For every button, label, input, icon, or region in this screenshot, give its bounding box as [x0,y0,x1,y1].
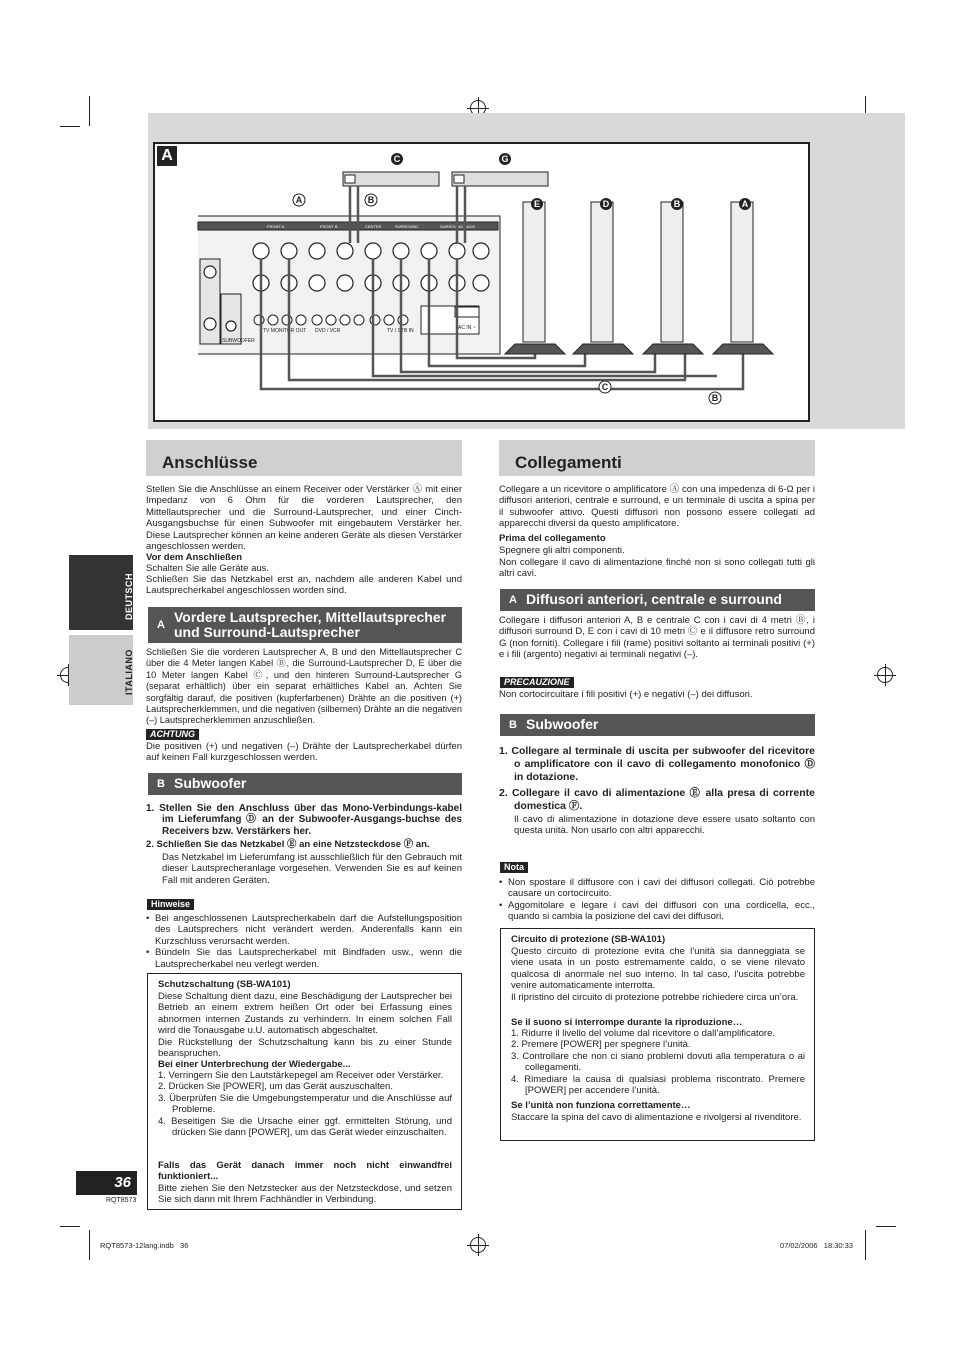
svg-text:SURROUND: SURROUND [395,224,419,229]
svg-text:CENTER: CENTER [365,224,382,229]
timestamp: 07/02/2006 18:30:33 [780,1241,853,1250]
svg-text:B: B [367,195,375,205]
svg-text:G: G [501,154,509,164]
list-item: 4. Rimediare la causa di qualsiasi problema riscontrato. Premere [POWER] per accendere l’unità. [511,1073,805,1097]
section-a-text: Schließen Sie die vorderen Lautsprecher A, B und den Mittellautsprecher C über die 4 Meter langen Kabel Ⓑ, die Surround-Lautsprecher D, E über die 10 Meter langen Kabel Ⓒ, und den hinteren Surround-Lautsprecher G (separat erhältlich) über ein separat erhältliches Kabel an. Achten Sie sorgfältig darauf, die positiven (kupferfarbenen) Drähte an die positiven (+) Lautsprecherklemmen, und die negativen (silbernen) Drähte an die negativen (–) Lautsprecherklemmen anzuschließen. [146,647,462,726]
before-title-it: Prima del collegamento [499,533,606,544]
box-text-3-it: Staccare la spina del cavo di alimentazione e rivolgersi al rivenditore. [511,1112,802,1123]
before-text-1-it: Spegnere gli altri componenti. [499,545,625,556]
file-name: RQT8573-12lang.indb 36 [100,1241,189,1250]
section-bar-b-it: B Subwoofer [500,714,815,736]
notes-tag: Hinweise [147,899,194,910]
crop-mark [89,96,90,126]
section-header-collegamenti [499,440,815,476]
svg-text:A: A [295,195,303,205]
box-title: Schutzschaltung (SB-WA101) [158,979,291,990]
registration-mark-icon [877,667,893,683]
before-text-2: Schließen Sie das Netzkabel erst an, nachdem alle anderen Kabel und Lautsprecherkabel angeschlossen worden sind. [146,574,462,597]
rca-jacks [254,315,408,325]
box-sub-1-it: Se il suono si interrompe durante la riproduzione… [511,1017,743,1028]
box-text-1: Diese Schaltung dient dazu, eine Beschädigung der Lautsprecher bei Betrieb an einem extrem heißen Ort oder bei Erfassung eines abnormen internen Zustands zu verhindern. In einem solchen Fall wird die Tonausgabe u.U. automatisch abgeschaltet. [158,991,452,1037]
section-bar-a: A Vordere Lautsprecher, Mittellautsprecher und Surround-Lautsprecher [148,607,462,643]
svg-text:FRONT A: FRONT A [267,224,285,229]
list-item: 4. Beseitigen Sie die Ursache einer ggf. ermittelten Störung, und drücken Sie dann [POWER], um das Gerät wieder einzuschalten. [158,1115,452,1139]
subwoofer-step-2-text: Das Netzkabel im Lieferumfang ist ausschließlich für den Gebrauch mit dieser Lautsprecheranlage vorgesehen. Verwenden Sie es auf keinen Fall mit anderen Geräten. [162,852,462,886]
crop-mark [865,1230,866,1260]
list-item: • Aggomitolare e legare i cavi dei diffusori con una cordicella, ecc., quando si cambia la posizione del cavi dei diffusori. [499,900,815,923]
protection-box-it [500,928,815,1141]
warning-tag: ACHTUNG [146,729,199,740]
svg-text:E: E [533,199,541,209]
list-item: 2. Premere [POWER] per spegnere l’unità. [511,1039,691,1051]
svg-text:B: B [711,393,719,403]
language-tab-deutsch: DEUTSCH [69,555,133,630]
box-title-it: Circuito di protezione (SB-WA101) [511,934,666,945]
section-header-anschluesse [146,440,462,476]
section-bar-b: B Subwoofer [148,773,462,795]
subwoofer-step-1-it: 1. Collegare al terminale di uscita per subwoofer del ricevitore o amplificatore con il cavo di collegamento monofonico Ⓓ in dotazione. [499,745,815,783]
svg-text:A: A [741,199,749,209]
subwoofer-step-2-it: 2. Collegare il cavo di alimentazione Ⓔ alla presa di corrente domestica Ⓕ. [499,787,815,812]
svg-text:TV / STB IN: TV / STB IN [387,328,414,334]
box-steps-it [511,1028,805,1096]
crop-mark [89,1230,90,1260]
svg-text:AC IN ~: AC IN ~ [458,325,476,331]
notes-list [146,913,462,970]
model-code: RQT8573 [106,1197,137,1204]
section-bar-a-it: A Diffusori anteriori, centrale e surround [500,589,815,611]
tall-speakers [505,202,773,354]
device-boxes [343,172,548,186]
box-text-3: Bitte ziehen Sie den Netzstecker aus der Netzsteckdose, und setzen Sie sich dann mit Ihrem Fachhändler in Verbindung. [158,1183,452,1206]
box-text-1-it: Questo circuito di protezione evita che l’unità sia danneggiata se viene usata in un posto estremamente caldo, o se viene rilevato qualcosa di anormale nel suo interno. In tal caso, l’uscita potrebbe venire automaticamente interrotta. [511,946,805,992]
notes-tag-it: Nota [500,862,528,873]
page-title-it: Collegamenti [515,453,622,472]
before-title: Vor dem Anschließen [146,552,243,563]
svg-text:TV MONITOR OUT: TV MONITOR OUT [263,328,307,334]
page-title: Anschlüsse [162,453,258,472]
before-text-1: Schalten Sie alle Geräte aus. [146,563,270,574]
box-sub-1: Bei einer Unterbrechung der Wiedergabe... [158,1059,351,1070]
intro-text-it: Collegare a un ricevitore o amplificatore Ⓐ con una impedenza di 6-Ω per i diffusori anteriori, centrale e surround, e un terminale di uscita a spina per il subwoofer attivo. Questi diffusori non possono essere collegati ad apparecchi diversi da questo amplificatore. [499,484,815,530]
svg-text:D: D [602,199,610,209]
box-text-2: Die Rückstellung der Schutzschaltung kann bis zu einer Stunde beanspruchen. [158,1037,452,1060]
crop-mark [60,126,80,127]
list-item: • Bündeln Sie das Lautsprecherkabel mit Bindfaden usw., wenn die Lautsprecherkabel neu verlegt werden. [146,947,462,970]
warning-tag-it: PRECAUZIONE [500,677,574,688]
registration-mark-icon [470,1237,486,1253]
box-sub-2-it: Se l’unità non funziona correttamente… [511,1100,691,1111]
svg-text:C: C [601,382,609,392]
language-tab-italiano: ITALIANO [69,635,133,705]
connection-diagram [153,142,810,422]
subwoofer-step-2-text-it: Il cavo di alimentazione in dotazione deve essere usato soltanto con questa unità. Non usarlo con altri apparecchi. [514,814,815,837]
list-item: • Non spostare il diffusore con i cavi dei diffusori collegati. Ciò potrebbe causare un cortocircuito. [499,877,815,900]
box-text-2-it: Il ripristino del circuito di protezione potrebbe richiedere circa un’ora. [511,992,799,1003]
list-item: 3. Überprüfen Sie die Umgebungstemperatur und die Anschlüsse auf Probleme. [158,1092,452,1116]
svg-text:C: C [393,154,401,164]
figure-label: A [157,146,177,166]
svg-text:DVD / VCR: DVD / VCR [315,328,341,334]
subwoofer-step-1: 1. Stellen Sie den Anschluss über das Mono-Verbindungs-kabel im Lieferumfang Ⓓ an der Subwoofer-Ausgangs-buchse des Receivers bzw. Verstärkers her. [146,803,462,837]
svg-text:B: B [673,199,681,209]
section-a-text-it: Collegare i diffusori anteriori A, B e centrale C con i cavi di 4 metri Ⓑ, i diffusori surround D, E con i cavi di 10 metri Ⓒ e il diffusore retro surround G (non forniti). Collegare i fili (rame) positivi soltanto ai terminali positivi (+) e i fili (argento) negativi ai terminali negativi (–). [499,615,815,661]
list-item: 3. Controllare che non ci siano problemi dovuti alla temperatura o ai collegamenti. [511,1050,805,1074]
list-item: 1. Ridurre il livello del volume dal ricevitore o dall’amplificatore. [511,1028,776,1039]
notes-list-it [499,877,815,923]
subwoofer-step-2: 2. Schließen Sie das Netzkabel Ⓔ an eine Netzsteckdose Ⓕ an. [146,839,430,850]
protection-box [147,973,462,1210]
before-text-2-it: Non collegare il cavo di alimentazione finché non si sono collegati tutti gli altri cavi. [499,557,815,580]
list-item: 1. Verringern Sie den Lautstärkepegel am Receiver oder Verstärker. [158,1070,444,1081]
svg-text:SUBWOOFER: SUBWOOFER [222,338,255,344]
list-item: 2. Drücken Sie [POWER], um das Gerät auszuschalten. [158,1081,393,1093]
warning-text: Die positiven (+) und negativen (–) Drähte der Lautsprecherkabel dürfen auf keinen Fall kurzgeschlossen werden. [146,741,462,764]
warning-text-it: Non cortocircuitare i fili positivi (+) e negativi (–) dei diffusori. [499,689,753,700]
page-number: 36 [76,1171,137,1195]
list-item: • Bei angeschlossenen Lautsprecherkabeln darf die Aufstellungsposition des Lautsprechers nicht verändert werden. Anderenfalls kann ein Kurzschluss verursacht werden. [146,913,462,947]
connection-diagram-svg [155,144,808,420]
box-steps [158,1070,452,1138]
svg-text:SURROUND BACK: SURROUND BACK [440,224,476,229]
intro-text: Stellen Sie die Anschlüsse an einem Receiver oder Verstärker Ⓐ mit einer Impedanz von 6 Ohm für die vorderen Lautsprecher, den Mittellautsprecher und die Surround-Lautsprecher, und einer Cinch-Ausgangsbuchse für einen Subwoofer mit eingebautem Verstärker her. Diese Lautsprecher können an keine anderen Geräte als diesen Verstärker angeschlossen werden. [146,484,462,553]
crop-mark [60,1226,80,1227]
box-sub-2: Falls das Gerät danach immer noch nicht einwandfrei funktioniert... [158,1160,452,1183]
svg-text:FRONT B: FRONT B [320,224,338,229]
crop-mark [876,1226,896,1227]
